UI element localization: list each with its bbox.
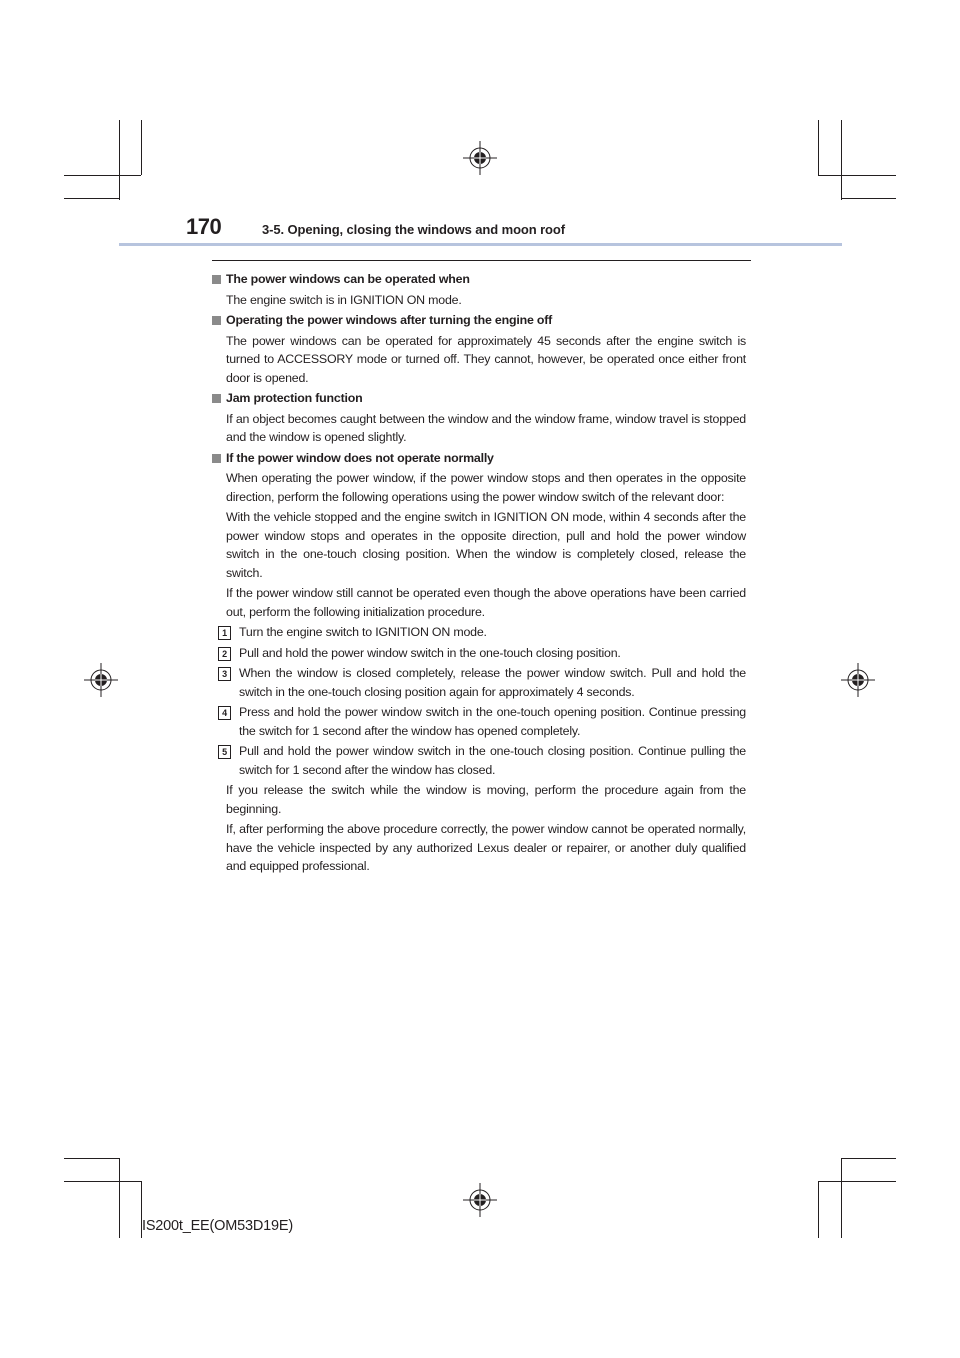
crop-mark-top-right-v2 xyxy=(841,120,842,200)
registration-mark-icon xyxy=(463,1183,497,1217)
registration-mark-icon xyxy=(84,663,118,697)
section-heading: If the power window does not operate normally xyxy=(212,449,746,468)
crop-mark-bottom-right-h1 xyxy=(818,1181,896,1182)
crop-mark-bottom-left-v1 xyxy=(119,1158,120,1238)
step-number-badge: 4 xyxy=(218,706,231,720)
step-text: Pull and hold the power window switch in the one-touch closing position. xyxy=(239,645,621,660)
crop-mark-top-right-h1 xyxy=(818,175,896,176)
crop-mark-bottom-left-h2 xyxy=(64,1181,141,1182)
crop-mark-bottom-right-v2 xyxy=(841,1158,842,1238)
crop-mark-top-left-h1 xyxy=(64,175,141,176)
crop-mark-bottom-left-h1 xyxy=(64,1158,119,1159)
procedure-step xyxy=(212,742,746,779)
step-text: Pull and hold the power window switch in the one-touch closing position. Continue pulling the switch for 1 second after the window has closed. xyxy=(239,744,746,777)
procedure-step xyxy=(212,664,746,701)
paragraph: If an object becomes caught between the window and the window frame, window travel is stopped and the window is opened slightly. xyxy=(226,411,746,444)
section-heading: The power windows can be operated when xyxy=(212,270,746,289)
paragraph: The engine switch is in IGNITION ON mode. xyxy=(226,292,462,307)
step-number-badge: 5 xyxy=(218,745,231,759)
header-rule xyxy=(119,243,842,246)
step-number-badge: 3 xyxy=(218,667,231,681)
procedure-step xyxy=(212,703,746,740)
registration-mark-icon xyxy=(841,663,875,697)
step-text: Press and hold the power window switch in the one-touch opening position. Continue pressing the switch for 1 second after the window has opened completely. xyxy=(239,705,746,738)
section-heading: Jam protection function xyxy=(212,389,746,408)
crop-mark-bottom-right-v1 xyxy=(818,1181,819,1238)
crop-mark-top-left-v2 xyxy=(141,120,142,175)
content-rule xyxy=(212,260,751,261)
paragraph: If you release the switch while the window is moving, perform the procedure again from the beginning. xyxy=(226,783,746,816)
paragraph: With the vehicle stopped and the engine switch in IGNITION ON mode, within 4 seconds after the power window stops and operates in the opposite direction, pull and hold the power window switch in the one-touch closing position. When the window is completely closed, release the switch. xyxy=(226,510,746,580)
crop-mark-top-right-v1 xyxy=(818,120,819,175)
paragraph: If the power window still cannot be operated even though the above operations have been carried out, perform the following initialization procedure. xyxy=(226,586,746,619)
section-heading: Operating the power windows after turning the engine off xyxy=(212,311,746,330)
procedure-step xyxy=(212,644,746,663)
step-number-badge: 1 xyxy=(218,626,231,640)
crop-mark-bottom-right-h2 xyxy=(841,1158,896,1159)
crop-mark-top-left-h2 xyxy=(64,198,119,199)
main-content xyxy=(212,268,746,876)
paragraph: The power windows can be operated for approximately 45 seconds after the engine switch is turned to ACCESSORY mode or turned off. They cannot, however, be operated once either front door is opened. xyxy=(226,333,746,385)
crop-mark-top-left-v1 xyxy=(119,120,120,200)
step-text: When the window is closed completely, release the power window switch. Pull and hold the switch in the one-touch closing position again for approximately 4 seconds. xyxy=(239,666,746,699)
paragraph: When operating the power window, if the power window stops and then operates in the opposite direction, perform the following operations using the power window switch of the relevant door: xyxy=(226,471,746,504)
step-text: Turn the engine switch to IGNITION ON mode. xyxy=(239,625,487,639)
page-number: 170 xyxy=(186,214,222,239)
section-title: 3-5. Opening, closing the windows and moon roof xyxy=(262,222,565,237)
step-number-badge: 2 xyxy=(218,647,231,661)
document-code: IS200t_EE(OM53D19E) xyxy=(142,1218,293,1234)
procedure-step xyxy=(212,623,746,642)
paragraph: If, after performing the above procedure correctly, the power window cannot be operated normally, have the vehicle inspected by any authorized Lexus dealer or repairer, or another duly qualified and equipped professional. xyxy=(226,822,746,873)
registration-mark-icon xyxy=(463,141,497,175)
crop-mark-top-right-h2 xyxy=(841,198,896,199)
